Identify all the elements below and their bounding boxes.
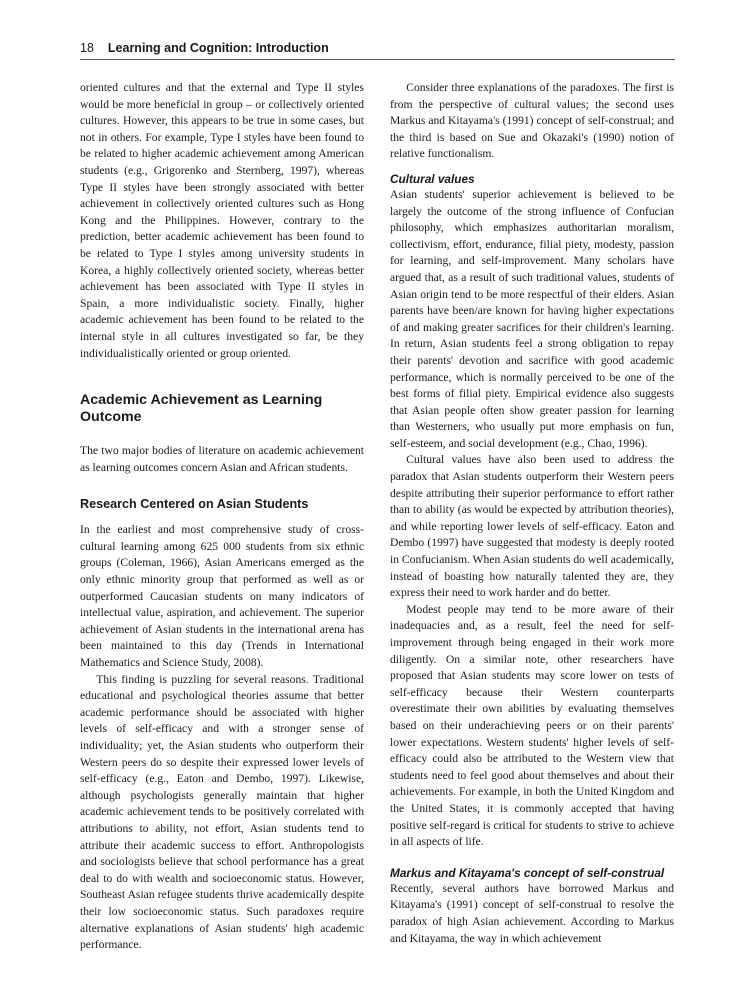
page-number: 18 [80, 41, 94, 55]
paragraph-left-4: This finding is puzzling for several reasons. Traditional educational and psychological theories assume that better academic performance should be associated with higher levels of self-efficacy and with a stronger sense of individuality; yet, the Asian students who outperform their Western peers do so despite their expressed lower levels of self-efficacy (e.g., Eaton and Dembo, 1997). Likewise, although psychologists generally maintain that higher academic achievement tends to be positively correlated with attributions to ability, not effort, Asian students tend to attribute their academic success to effort. Anthropologists and sociologists believe that school performance has a great deal to do with wealth and socioeconomic status. However, Southeast Asian refugee students thrive academically despite their low socioeconomic status. Such paradoxes require alternative explanations of Asian students' high academic performance. [80, 672, 364, 952]
paragraph-left-2: The two major bodies of literature on academic achievement as learning outcomes concern Asian and African students. [80, 444, 364, 474]
paragraph-right-3: Cultural values have also been used to address the paradox that Asian students outperform their Western peers despite attributing their superior performance to effort rather than to ability (as would be expected by attribution theories), and while reporting lower levels of self-efficacy. Eaton and Dembo (1997) have suggested that modesty is deeply rooted in Confucianism. When Asian students do well academically, instead of boasting how naturally talented they are, they express their need to work harder and do better. [390, 453, 674, 600]
heading-self-construal: Markus and Kitayama's concept of self-construal [390, 865, 665, 880]
section-heading-academic-achievement: Academic Achievement as Learning Outcome [80, 392, 323, 426]
running-title: Learning and Cognition: Introduction [107, 41, 329, 55]
running-header [80, 41, 675, 60]
paragraph-left-1: oriented cultures and that the external and Type II styles would be more beneficial in group – or collectively oriented cultures. However, this appears to be true in some cases, but not in others. For example, Type I styles have been found to be related to higher academic achievement among American students (e.g., Grigorenko and Sternberg, 1997), whereas Type II styles have been strongly associated with better achievement in collectively oriented cultures such as Hong Kong and the Philippines. However, contrary to the prediction, better academic achievement has been found to be related to Type I styles among university students in Korea, a highly collectively oriented society, whereas better achievement has been associated with Type II styles in Spain, a more individualistic society. Finally, higher academic achievement has been found to be related to the internal style in all cultures investigated so far, be they individualistically oriented or group oriented. [80, 81, 364, 360]
paragraph-left-3: In the earliest and most comprehensive study of cross-cultural learning among 625 000 students from six ethnic groups (Coleman, 1966), Asian Americans emerged as the only ethnic minority group that performed as well as or outperformed Caucasian students on many indicators of intellectual value, aspiration, and achievement. The superior achievement of Asian students in the international arena has been maintained to this day (Trends in International Mathematics and Science Study, 2008). [80, 523, 364, 670]
heading-cultural-values: Cultural values [390, 171, 475, 186]
paragraph-right-2: Asian students' superior achievement is believed to be largely the outcome of the strong influence of Confucian philosophy, which emphasizes authoritarian moralism, collectivism, effort, endurance, filial piety, modesty, passion for learning, and self-improvement. Many scholars have argued that, as a result of such traditional values, students of Asian origin tend to be more respectful of their elders. Asian parents have been/are known for having higher expectations of and making greater sacrifices for their children's learning. In return, Asian students feel a strong obligation to repay their parents' devotion and sacrifice with good academic performance, which is normally perceived to be one of the best forms of filial piety. Empirical evidence also suggests that Asian people often show greater passion for learning than Westerners, who usually put more emphasis on fun, self-esteem, and social development (e.g., Chao, 1996). [390, 187, 674, 450]
subsection-heading-asian-students: Research Centered on Asian Students [80, 497, 309, 512]
paragraph-right-4: Modest people may tend to be more aware of their inadequacies and, as a result, feel the need for self-improvement through being engaged in their work more diligently. On a similar note, other researchers have proposed that Asian students may score lower on tests of self-efficacy because their Western counterparts overestimate their own abilities by evaluating themselves based on their underachieving peers or on their parents' lower expectations. Western students' higher levels of self-efficacy could also be attributed to the Western view that students need to feel good about themselves and about their achievements. For example, in both the United Kingdom and the United States, it is commonly accepted that having positive self-regard is critical for students to strive to achieve in all aspects of life. [390, 602, 674, 849]
paragraph-right-5: Recently, several authors have borrowed Markus and Kitayama's (1991) concept of self-construal to resolve the paradox of high Asian achievement. According to Markus and Kitayama, the way in which achievement [390, 881, 674, 945]
right-column [390, 80, 674, 947]
paragraph-right-1: Consider three explanations of the paradoxes. The first is from the perspective of cultural values; the second uses Markus and Kitayama's (1991) concept of self-construal; and the third is based on Sue and Okazaki's (1990) notion of relative functionalism. [390, 81, 674, 161]
left-column [80, 80, 364, 954]
